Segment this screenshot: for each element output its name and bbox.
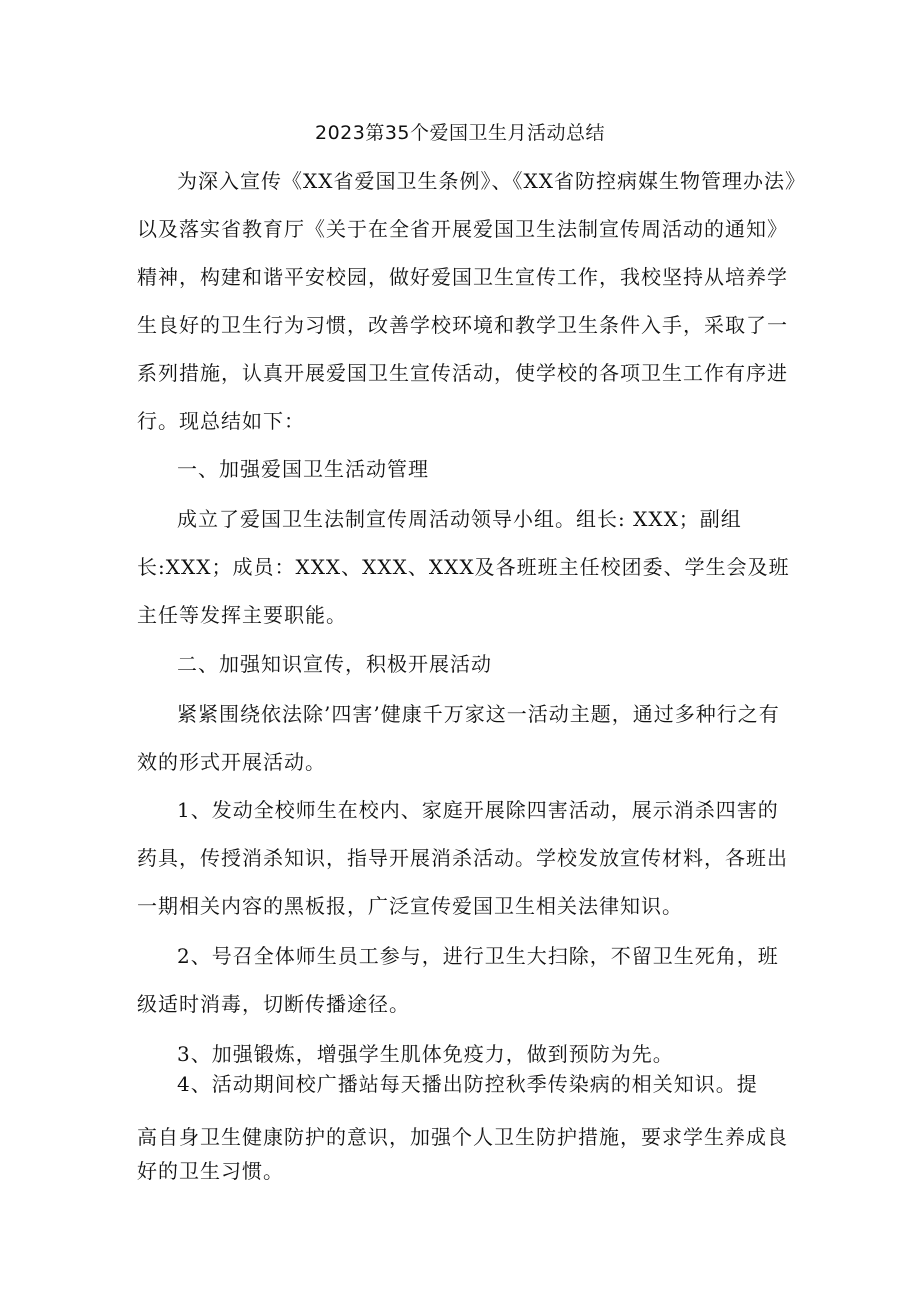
- intro-paragraph: 为深入宣传《XX省爱国卫生条例》、《XX省防控病媒生物管理办法》以及落实省教育厅《关于在全省开展爱国卫生法制宣传周活动的通知》精神，构建和谐平安校园，做好爱国卫生宣传工作，我校坚持从培养学生良好的卫生行为习惯，改善学校环境和教学卫生条件入手，采取了一系列措施，认真开展爱国卫生宣传活动，使学校的各项卫生工作有序进行。现总结如下：: [137, 169, 796, 433]
- section1-body: 成立了爱国卫生法制宣传周活动领导小组。组长: XXX；副组长:XXX；成员：XXX、XXX、XXX及各班班主任校团委、学生会及班主任等发挥主要职能。: [137, 507, 790, 627]
- list-item-2: 2、号召全体师生员工参与，进行卫生大扫除，不留卫生死角，班级适时消毒，切断传播途径。: [137, 944, 779, 1016]
- list-item-3: 3、加强锻炼，增强学生肌体免疫力，做到预防为先。: [177, 1042, 674, 1066]
- section1-heading: 一、加强爱国卫生活动管理: [177, 457, 429, 481]
- list-item-4-continuation: 高自身卫生健康防护的意识，加强个人卫生防护措施，要求学生养成良好的卫生习惯。: [137, 1125, 788, 1183]
- section2-heading: 二、加强知识宣传，积极开展活动: [177, 652, 492, 676]
- document-title: 2023第35个爱国卫生月活动总结: [314, 122, 606, 144]
- section2-body: 紧紧围绕依法除’四害’健康千万家这一活动主题，通过多种行之有效的形式开展活动。: [137, 702, 780, 774]
- list-item-1: 1、发动全校师生在校内、家庭开展除四害活动，展示消杀四害的药具，传授消杀知识，指导开展消杀活动。学校发放宣传材料，各班出一期相关内容的黑板报，广泛宣传爱国卫生相关法律知识。: [137, 798, 788, 918]
- list-item-4-first-line: 4、活动期间校广播站每天播出防控秋季传染病的相关知识。提: [177, 1072, 758, 1096]
